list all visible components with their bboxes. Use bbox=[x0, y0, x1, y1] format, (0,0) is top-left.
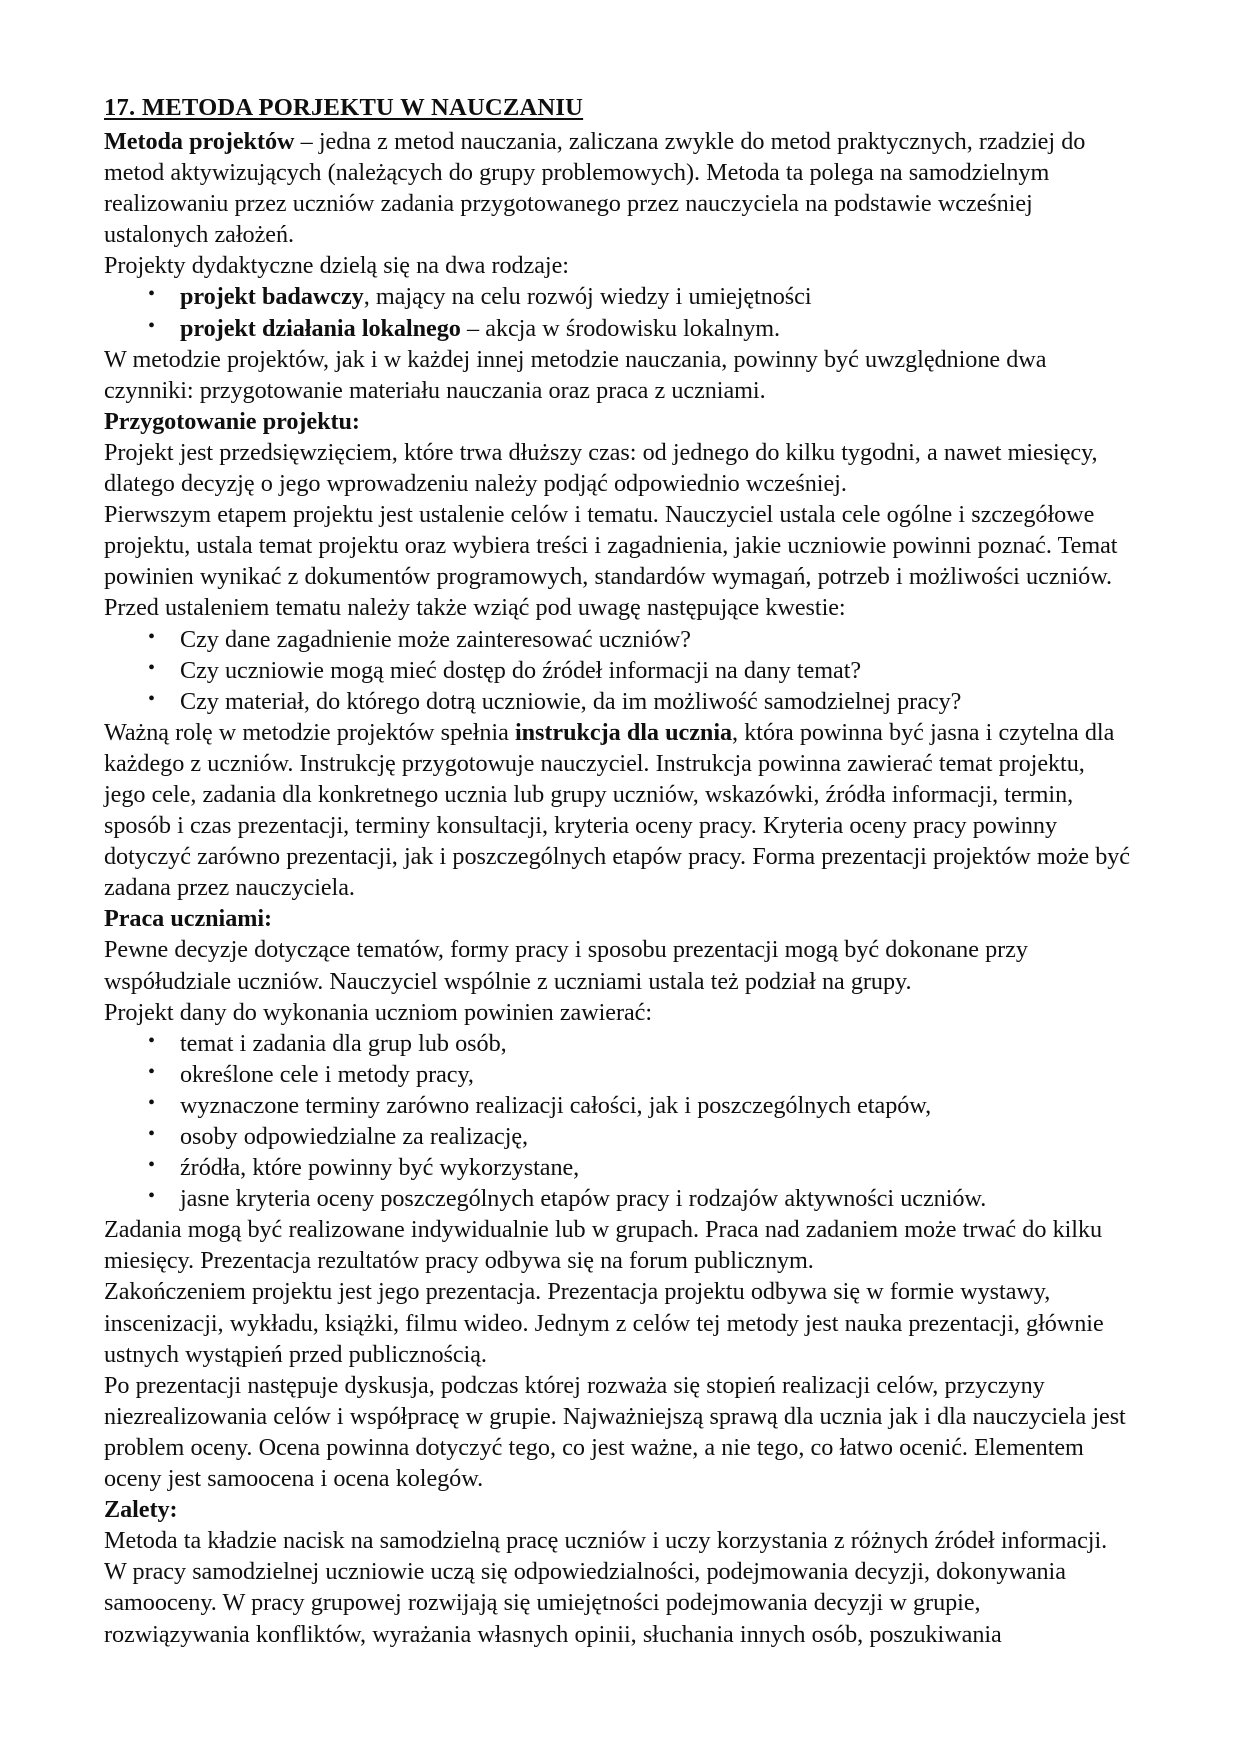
student-work-paragraph-2: Projekt dany do wykonania uczniom powinien zawierać: bbox=[104, 998, 653, 1026]
factors-paragraph: W metodzie projektów, jak i w każdej innej metodzie nauczania, powinny być uwzględnione dwa czynniki: przygotowanie materiału nauczania oraz praca z uczniami. bbox=[104, 345, 1047, 404]
project-type-label: projekt badawczy bbox=[180, 283, 364, 311]
page-title: 17. METODA PORJEKTU W NAUCZANIU bbox=[104, 94, 584, 121]
project-type-label: projekt działania lokalnego bbox=[180, 314, 461, 342]
intro-paragraph bbox=[104, 126, 1132, 250]
section-heading-student-work: Praca uczniami: bbox=[104, 905, 273, 933]
instruction-paragraph bbox=[104, 717, 1132, 904]
intro-lead-rest: – jedna z metod nauczania, zaliczana zwykle do metod praktycznych, rzadziej do metod aktywizujących (należących do grupy problemowych). Metoda ta polega na samodzielnym realizowaniu przez uczniów zadania przygotowanego przez nauczyciela na podstawie wcześniej ustalonych założeń. bbox=[104, 128, 1086, 249]
title-row bbox=[104, 92, 1132, 125]
intro-lead-bold: Metoda projektów bbox=[104, 128, 295, 155]
instruction-part-1: Ważną rolę w metodzie projektów spełnia bbox=[104, 718, 515, 746]
instruction-part-2: , która powinna być jasna i czytelna dla każdego z uczniów. Instrukcję przygotowuje nauczyciel. Instrukcja powinna zawierać temat projektu, jego cele, zadania dla konkretnego ucznia lub grupy uczniów, wskazówki, źródła informacji, termin, sposób i czas prezentacji, terminy konsultacji, kryteria oceny pracy. Kryteria oceny pracy powinny dotyczyć zarówno prezentacji, jak i poszczególnych etapów pracy. Forma prezentacji projektów może być zadana przez nauczyciela. bbox=[104, 718, 1130, 902]
project-requirements-list bbox=[104, 1028, 1132, 1215]
list-item bbox=[104, 313, 1132, 344]
list-item: • Czy dane zagadnienie może zainteresować uczniów? bbox=[104, 624, 1132, 655]
list-item: • osoby odpowiedzialne za realizację, bbox=[104, 1121, 1132, 1152]
section-heading-advantages: Zalety: bbox=[104, 1496, 178, 1524]
closing-paragraph-2: Zakończeniem projektu jest jego prezentacja. Prezentacja projektu odbywa się w formie wystawy, inscenizacji, wykładu, książki, filmu wideo. Jednym z celów tej metody jest nauka prezentacji, głównie ustnych wystąpień przed publicznością. bbox=[104, 1278, 1104, 1368]
list-item: • Czy uczniowie mogą mieć dostęp do źródeł informacji na dany temat? bbox=[104, 655, 1132, 686]
list-item: • jasne kryteria oceny poszczególnych etapów pracy i rodzajów aktywności uczniów. bbox=[104, 1183, 1132, 1214]
document-body bbox=[104, 92, 1132, 1650]
preparation-paragraph-2: Pierwszym etapem projektu jest ustalenie celów i tematu. Nauczyciel ustala cele ogólne i szczegółowe projektu, ustala temat projektu oraz wybiera treści i zagadnienia, jakie uczniowie powinni poznać. Temat powinien wynikać z dokumentów programowych, standardów wymagań, potrzeb i możliwości uczniów. Przed ustaleniem tematu należy także wziąć pod uwagę następujące kwestie: bbox=[104, 501, 1118, 622]
section-heading-preparation: Przygotowanie projektu: bbox=[104, 407, 360, 435]
list-item: • źródła, które powinny być wykorzystane, bbox=[104, 1152, 1132, 1183]
student-work-paragraph-1: Pewne decyzje dotyczące tematów, formy pracy i sposobu prezentacji mogą być dokonane przy współudziale uczniów. Nauczyciel wspólnie z uczniami ustala też podział na grupy. bbox=[104, 936, 1028, 995]
preparation-paragraph-1: Projekt jest przedsięwzięciem, które trwa dłuższy czas: od jednego do kilku tygodni, a nawet miesięcy, dlatego decyzję o jego wprowadzeniu należy podjąć odpowiednio wcześniej. bbox=[104, 438, 1098, 498]
advantages-paragraph-1: Metoda ta kładzie nacisk na samodzielną pracę uczniów i uczy korzystania z różnych źródeł informacji. bbox=[104, 1527, 1108, 1555]
project-type-desc: – akcja w środowisku lokalnym. bbox=[460, 314, 781, 342]
list-item: • określone cele i metody pracy, bbox=[104, 1059, 1132, 1090]
list-item: • Czy materiał, do którego dotrą uczniowie, da im możliwość samodzielnej pracy? bbox=[104, 686, 1132, 717]
list-item bbox=[104, 281, 1132, 312]
instruction-bold-term: instrukcja dla ucznia bbox=[514, 718, 733, 746]
closing-paragraph-1: Zadania mogą być realizowane indywidualnie lub w grupach. Praca nad zadaniem może trwać do kilku miesięcy. Prezentacja rezultatów pracy odbywa się na forum publicznym. bbox=[104, 1216, 1103, 1275]
project-types-list bbox=[104, 281, 1132, 343]
list-item: • wyznaczone terminy zarówno realizacji całości, jak i poszczególnych etapów, bbox=[104, 1090, 1132, 1121]
list-item: • temat i zadania dla grup lub osób, bbox=[104, 1028, 1132, 1059]
advantages-paragraph-2: W pracy samodzielnej uczniowie uczą się odpowiedzialności, podejmowania decyzji, dokonywania samooceny. W pracy grupowej rozwijają się umiejętności podejmowania decyzji w grupie, rozwiązywania konfliktów, wyrażania własnych opinii, słuchania innych osób, poszukiwania bbox=[104, 1558, 1066, 1648]
questions-list bbox=[104, 624, 1132, 717]
project-type-desc: , mający na celu rozwój wiedzy i umiejętności bbox=[363, 283, 812, 311]
project-types-intro: Projekty dydaktyczne dzielą się na dwa rodzaje: bbox=[104, 252, 569, 280]
closing-paragraph-3: Po prezentacji następuje dyskusja, podczas której rozważa się stopień realizacji celów, przyczyny niezrealizowania celów i współpracę w grupie. Najważniejszą sprawą dla ucznia jak i dla nauczyciela jest problem oceny. Ocena powinna dotyczyć tego, co jest ważne, a nie tego, co łatwo ocenić. Elementem oceny jest samoocena i ocena kolegów. bbox=[104, 1371, 1126, 1493]
